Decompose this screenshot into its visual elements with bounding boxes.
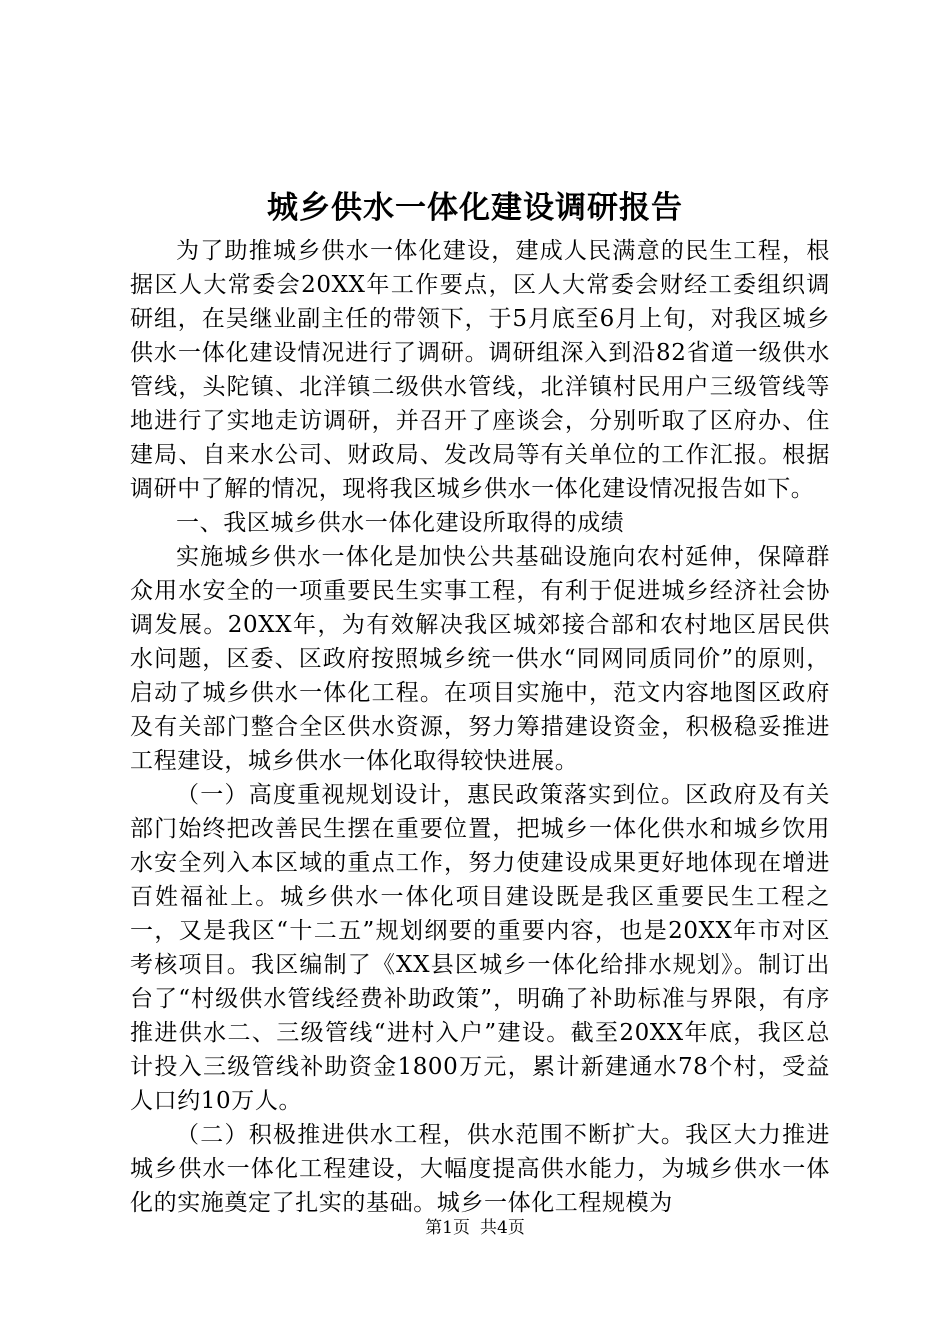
paragraph-projects: （二）积极推进供水工程，供水范围不断扩大。我区大力推进城乡供水一体化工程建设，大幅度提高供水能力，为城乡供水一体化的实施奠定了扎实的基础。城乡一体化工程规模为	[130, 1122, 830, 1216]
document-body	[130, 234, 830, 1220]
page-footer	[0, 1216, 950, 1240]
page-total: 共4页	[480, 1218, 525, 1238]
page-number: 第1页	[425, 1218, 470, 1238]
document-title: 城乡供水一体化建设调研报告	[267, 190, 683, 226]
paragraph-planning: （一）高度重视规划设计，惠民政策落实到位。区政府及有关部门始终把改善民生摆在重要位置，把城乡一体化供水和城乡饮用水安全列入本区域的重点工作，努力使建设成果更好地体现在增进百姓福祉上。城乡供水一体化项目建设既是我区重要民生工程之一，又是我区“十二五”规划纲要的重要内容，也是20XX年市对区考核项目。我区编制了《XX县区城乡一体化给排水规划》。制订出台了“村级供水管线经费补助政策”，明确了补助标准与界限，有序推进供水二、三级管线“进村入户”建设。截至20XX年底，我区总计投入三级管线补助资金1800万元，累计新建通水78个村，受益人口约10万人。	[130, 782, 830, 1114]
paragraph-intro: 为了助推城乡供水一体化建设，建成人民满意的民生工程，根据区人大常委会20XX年工作要点，区人大常委会财经工委组织调研组，在吴继业副主任的带领下，于5月底至6月上旬，对我区城乡供水一体化建设情况进行了调研。调研组深入到沿82省道一级供水管线，头陀镇、北洋镇二级供水管线，北洋镇村民用户三级管线等地进行了实地走访调研，并召开了座谈会，分别听取了区府办、住建局、自来水公司、财政局、发改局等有关单位的工作汇报。根据调研中了解的情况，现将我区城乡供水一体化建设情况报告如下。	[130, 238, 830, 502]
section-heading-achievements: 一、我区城乡供水一体化建设所取得的成绩	[176, 510, 625, 536]
paragraph-overview: 实施城乡供水一体化是加快公共基础设施向农村延伸，保障群众用水安全的一项重要民生实事工程，有利于促进城乡经济社会协调发展。20XX年，为有效解决我区城郊接合部和农村地区居民供水问题，区委、区政府按照城乡统一供水“同网同质同价”的原则，启动了城乡供水一体化工程。在项目实施中，范文内容地图区政府及有关部门整合全区供水资源，努力筹措建设资金，积极稳妥推进工程建设，城乡供水一体化取得较快进展。	[130, 544, 830, 774]
